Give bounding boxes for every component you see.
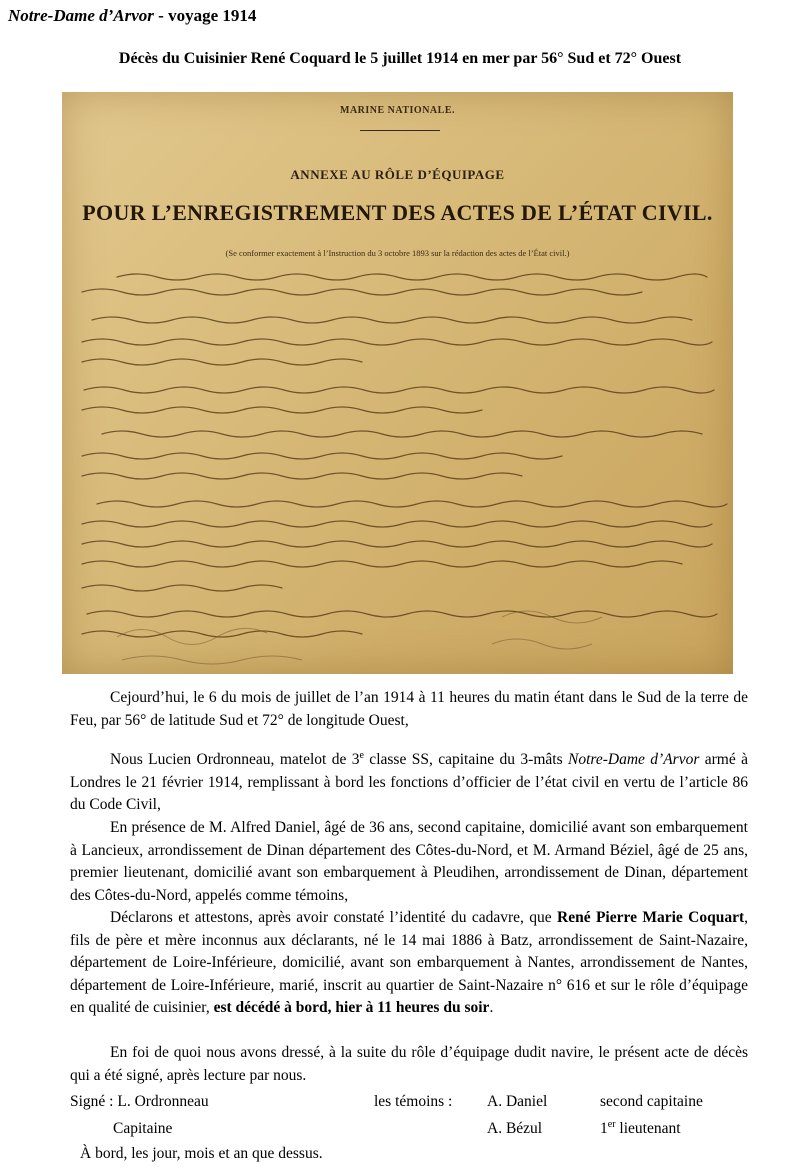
witness-daniel: A. Daniel [487,1093,548,1110]
document-subtitle: Décès du Cuisinier René Coquard le 5 juillet 1914 en mer par 56° Sud et 72° Ouest [118,50,682,67]
witnesses-label: les témoins : [374,1093,453,1110]
transcription-paragraph-3: En présence de M. Alfred Daniel, âgé de 36 ans, second capitaine, domicilié avant son embarquement à Lancieux, arrondissement de Dinan département des Côtes-du-Nord, et M. Armand Béziel, âgé de 25 ans, premier lieutenant, domicilié avant son embarquement à Pleudihen, arrondissement de Dinan, département des Côtes-du-Nord, appelés comme témoins, [70,819,748,904]
transcription-paragraph-1: Cejourd’hui, le 6 du mois de juillet de l’an 1914 à 11 heures du matin étant dans le Sud de la terre de Feu, par 56° de latitude Sud et 72° de longitude Ouest, [70,689,748,729]
transcription-paragraph-2: Nous Lucien Ordronneau, matelot de 3e classe SS, capitaine du 3-mâts Notre-Dame d’Arvor armé à Londres le 21 février 1914, remplissant à bord les fonctions d’officier de l’état civil en vertu de l’article 86 du Code Civil, [70,749,749,813]
transcription-paragraph-5: En foi de quoi nous avons dressé, à la suite du rôle d’équipage dudit navire, le présent acte de décès qui a été signé, après lecture par nous. [70,1044,748,1084]
scanned-document-image [62,92,733,674]
signature-capitaine: Capitaine [113,1120,173,1137]
witness-bezul: A. Bézul [487,1120,543,1137]
scan-instruction-note: (Se conformer exactement à l’Instruction du 3 octobre 1893 sur la rédaction des actes de l’État civil.) [225,248,570,258]
header-voyage: - voyage 1914 [153,6,257,25]
deceased-name: René Pierre Marie Coquart [557,909,745,926]
witness-daniel-role: second capitaine [600,1093,703,1110]
ship-name: Notre-Dame d’Arvor [568,751,700,768]
scan-annexe-title: ANNEXE AU RÔLE D’ÉQUIPAGE [290,167,505,182]
scan-divider [360,130,440,131]
document-header [8,6,256,26]
signature-marks [117,611,602,664]
transcription-paragraph-4: Déclarons et attestons, après avoir constaté l’identité du cadavre, que René Pierre Marie Coquart, fils de père et mère inconnus aux déclarants, né le 14 mai 1886 à Batz, arrondissement de Saint-Nazaire, département de Loire-Inférieure, domicilié, avant son embarquement à Nantes, arrondissement de Nantes, département de Loire-Inférieure, marié, inscrit au quartier de Saint-Nazaire n° 616 et sur le rôle d’équipage en qualité de cuisinier, est décédé à bord, hier à 11 heures du soir. [70,909,748,1016]
scan-marine-nationale: MARINE NATIONALE. [340,105,455,116]
header-ship-name: Notre-Dame d’Arvor [8,6,154,25]
scan-main-title: POUR L’ENREGISTREMENT DES ACTES DE L’ÉTAT CIVIL. [82,200,713,225]
death-statement: est décédé à bord, hier à 11 heures du soir [213,999,490,1016]
closing-line: À bord, les jour, mois et an que dessus. [80,1145,323,1162]
witness-bezul-role: 1er lieutenant [600,1118,681,1137]
signature-ordronneau: Signé : L. Ordronneau [70,1093,209,1110]
